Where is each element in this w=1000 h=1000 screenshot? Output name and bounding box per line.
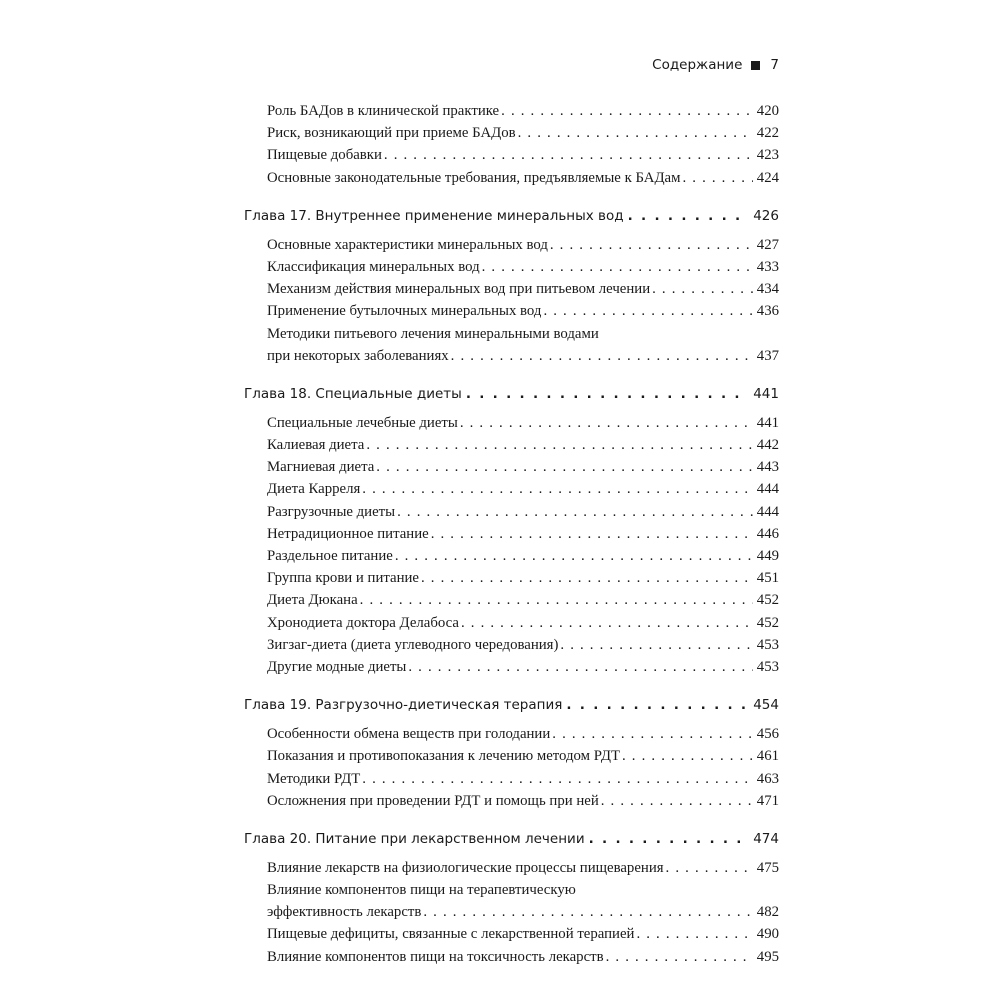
toc-entry-title: Зигзаг-диета (диета углеводного чередования) xyxy=(267,636,559,653)
table-of-contents xyxy=(244,100,779,968)
toc-entry-page: 436 xyxy=(756,303,779,320)
toc-section-entry[interactable] xyxy=(244,656,779,678)
toc-section-entry[interactable] xyxy=(244,545,779,567)
toc-section-entry[interactable] xyxy=(244,501,779,523)
toc-entry-title: Влияние лекарств на физиологические процессы пищеварения xyxy=(267,859,664,876)
dot-leader xyxy=(624,204,750,228)
toc-entry-page: 442 xyxy=(756,437,779,454)
toc-section-entry[interactable] xyxy=(244,946,779,968)
toc-section-entry[interactable] xyxy=(244,634,779,656)
dot-leader xyxy=(395,501,753,523)
toc-entry-title: Глава 19. Разгрузочно-диетическая терапия xyxy=(244,697,563,714)
toc-entry-title: Разгрузочные диеты xyxy=(267,503,396,520)
dot-leader xyxy=(585,827,750,851)
dot-leader xyxy=(650,278,753,300)
toc-chapter-entry[interactable] xyxy=(244,693,779,717)
toc-section-entry[interactable] xyxy=(244,412,779,434)
toc-entry-page: 451 xyxy=(756,570,779,587)
dot-leader xyxy=(382,144,753,166)
toc-entry-title: Глава 17. Внутреннее применение минеральных вод xyxy=(244,207,624,224)
toc-section-entry[interactable] xyxy=(244,612,779,634)
toc-entry-page: 444 xyxy=(756,481,779,498)
dot-leader xyxy=(599,790,753,812)
toc-entry-page: 452 xyxy=(756,614,779,631)
dot-leader xyxy=(499,100,753,122)
toc-entry-page: 446 xyxy=(756,525,779,542)
dot-leader xyxy=(462,382,749,406)
dot-leader xyxy=(516,122,753,144)
toc-entry-title: Риск, возникающий при приеме БАДов xyxy=(267,125,516,142)
toc-entry-title: Особенности обмена веществ при голодании xyxy=(267,726,551,743)
toc-chapter-entry[interactable] xyxy=(244,382,779,406)
toc-section-entry[interactable] xyxy=(244,278,779,300)
toc-entry-title: Методики РДТ xyxy=(267,770,361,787)
toc-section-entry[interactable] xyxy=(244,256,779,278)
toc-entry-title: Калиевая диета xyxy=(267,437,365,454)
toc-entry-title-line2: эффективность лекарств xyxy=(267,904,422,921)
dot-leader xyxy=(449,345,753,367)
toc-section-entry[interactable] xyxy=(244,434,779,456)
toc-entry-title: Основные законодательные требования, предъявляемые к БАДам xyxy=(267,169,681,186)
toc-entry-page: 424 xyxy=(756,169,779,186)
toc-section-entry[interactable] xyxy=(244,144,779,166)
toc-entry-title: Классификация минеральных вод xyxy=(267,258,480,275)
dot-leader xyxy=(541,300,752,322)
dot-leader xyxy=(393,545,753,567)
dot-leader xyxy=(480,256,753,278)
toc-entry-page: 443 xyxy=(756,459,779,476)
square-bullet-icon xyxy=(751,61,760,70)
toc-entry-title: Хронодиета доктора Делабоса xyxy=(267,614,459,631)
toc-entry-title: Влияние компонентов пищи на токсичность лекарств xyxy=(267,948,604,965)
toc-entry-page: 463 xyxy=(756,770,779,787)
toc-entry-page: 471 xyxy=(756,792,779,809)
toc-section-entry[interactable] xyxy=(244,234,779,256)
toc-entry-title: Группа крови и питание xyxy=(267,570,419,587)
toc-entry-page: 422 xyxy=(756,125,779,142)
toc-entry-page: 456 xyxy=(756,726,779,743)
toc-entry-title: Нетрадиционное питание xyxy=(267,525,429,542)
dot-leader xyxy=(364,434,752,456)
toc-section-entry[interactable] xyxy=(244,768,779,790)
toc-entry-title: Механизм действия минеральных вод при питьевом лечении xyxy=(267,281,651,298)
toc-entry-page: 449 xyxy=(756,548,779,564)
dot-leader xyxy=(459,612,753,634)
toc-entry-page: 423 xyxy=(756,147,779,164)
dot-leader xyxy=(421,901,752,923)
running-head xyxy=(652,55,779,75)
toc-section-entry[interactable] xyxy=(244,122,779,144)
dot-leader xyxy=(374,456,753,478)
dot-leader xyxy=(620,745,753,767)
toc-section-entry[interactable] xyxy=(244,923,779,945)
toc-section-entry[interactable] xyxy=(244,167,779,189)
toc-section-entry[interactable] xyxy=(244,745,779,767)
toc-entry-page: 426 xyxy=(753,207,779,224)
dot-leader xyxy=(550,723,753,745)
toc-entry-title: Глава 20. Питание при лекарственном лечении xyxy=(244,830,585,847)
toc-entry-page: 433 xyxy=(756,258,779,275)
toc-entry-page: 452 xyxy=(756,592,779,609)
toc-section-entry[interactable] xyxy=(244,100,779,122)
toc-section-entry[interactable] xyxy=(244,567,779,589)
toc-section-entry[interactable] xyxy=(244,323,779,367)
toc-section-entry[interactable] xyxy=(244,589,779,611)
toc-entry-page: 441 xyxy=(753,385,779,402)
toc-entry-title: Магниевая диета xyxy=(267,459,375,476)
dot-leader xyxy=(558,634,752,656)
toc-chapter-entry[interactable] xyxy=(244,827,779,851)
toc-entry-title: Основные характеристики минеральных вод xyxy=(267,236,548,253)
toc-entry-title: Специальные лечебные диеты xyxy=(267,414,458,431)
toc-section-entry[interactable] xyxy=(244,790,779,812)
toc-entry-page: 444 xyxy=(756,503,779,520)
toc-section-entry[interactable] xyxy=(244,879,779,923)
toc-entry-page: 461 xyxy=(756,748,779,765)
toc-entry-page: 441 xyxy=(756,414,779,431)
toc-entry-title: Применение бутылочных минеральных вод xyxy=(267,303,542,320)
dot-leader xyxy=(358,589,753,611)
dot-leader xyxy=(680,167,752,189)
running-head-title: Содержание xyxy=(652,57,743,73)
toc-entry-title: Глава 18. Специальные диеты xyxy=(244,385,462,402)
toc-entry-title: Осложнения при проведении РДТ и помощь при ней xyxy=(267,792,599,809)
toc-entry-page: 427 xyxy=(756,236,779,253)
toc-entry-page: 453 xyxy=(756,658,779,675)
toc-section-entry[interactable] xyxy=(244,723,779,745)
toc-entry-title: Показания и противопоказания к лечению методом РДТ xyxy=(267,748,620,765)
dot-leader xyxy=(360,478,753,500)
toc-section-entry[interactable] xyxy=(244,456,779,478)
dot-leader xyxy=(406,656,752,678)
toc-entry-title: Пищевые добавки xyxy=(267,147,382,164)
toc-section-entry[interactable] xyxy=(244,857,779,879)
dot-leader xyxy=(664,857,753,879)
toc-entry-title: Другие модные диеты xyxy=(267,658,407,675)
toc-entry-page: 490 xyxy=(756,926,779,943)
toc-entry-title-line1: Методики питьевого лечения минеральными водами xyxy=(267,325,599,342)
toc-section-entry[interactable] xyxy=(244,523,779,545)
dot-leader xyxy=(562,693,749,717)
toc-section-entry[interactable] xyxy=(244,300,779,322)
toc-entry-page: 454 xyxy=(753,697,779,714)
toc-entry-title: Пищевые дефициты, связанные с лекарственной терапией xyxy=(267,926,635,943)
toc-entry-title: Роль БАДов в клинической практике xyxy=(267,103,500,119)
dot-leader xyxy=(419,567,753,589)
toc-entry-page: 482 xyxy=(756,904,779,921)
toc-entry-page: 453 xyxy=(756,636,779,653)
page-number: 7 xyxy=(770,57,779,73)
toc-entry-page: 437 xyxy=(756,347,779,364)
toc-entry-title: Диета Дюкана xyxy=(267,592,358,609)
dot-leader xyxy=(604,946,753,968)
toc-entry-title-line1: Влияние компонентов пищи на терапевтическую xyxy=(267,882,576,899)
toc-entry-title: Диета Карреля xyxy=(267,481,361,498)
dot-leader xyxy=(548,234,753,256)
dot-leader xyxy=(429,523,753,545)
dot-leader xyxy=(360,768,753,790)
toc-entry-page: 420 xyxy=(756,103,779,119)
dot-leader xyxy=(634,923,752,945)
toc-entry-title-line2: при некоторых заболеваниях xyxy=(267,347,449,364)
toc-entry-page: 474 xyxy=(753,830,779,847)
toc-chapter-entry[interactable] xyxy=(244,204,779,228)
dot-leader xyxy=(458,412,753,434)
toc-entry-page: 495 xyxy=(756,948,779,965)
toc-entry-page: 434 xyxy=(756,281,779,298)
toc-entry-title: Раздельное питание xyxy=(267,548,393,564)
toc-section-entry[interactable] xyxy=(244,478,779,500)
toc-entry-page: 475 xyxy=(756,859,779,876)
